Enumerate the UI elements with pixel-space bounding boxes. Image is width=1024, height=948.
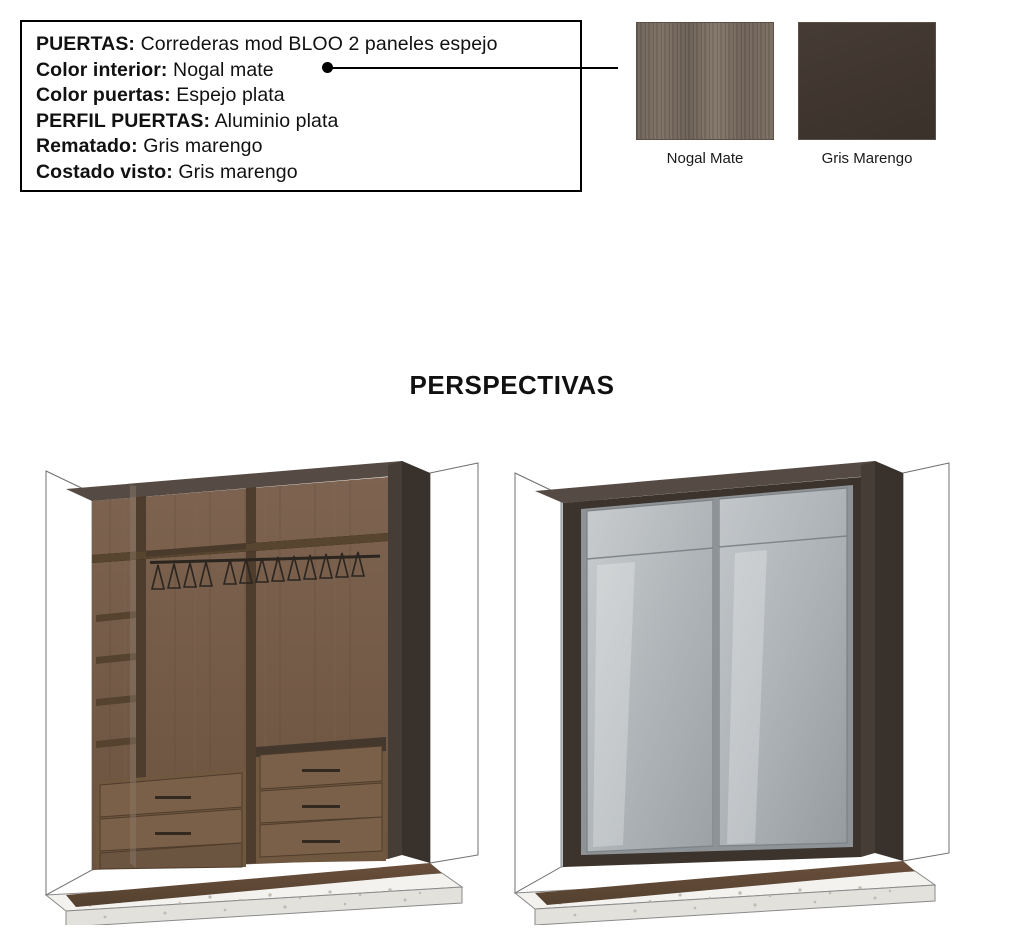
page-title: PERSPECTIVAS — [409, 370, 615, 400]
swatch-color-chip — [636, 22, 774, 140]
swatch-label: Nogal Mate — [666, 150, 744, 167]
spec-key: PERFIL PUERTAS: — [36, 109, 211, 132]
spec-key: PUERTAS: — [36, 33, 136, 55]
swatch-color-chip — [798, 22, 936, 140]
spec-line — [36, 58, 580, 84]
spec-line — [36, 160, 580, 186]
leader-line — [330, 67, 618, 69]
spec-value: Nogal mate — [173, 58, 274, 81]
spec-key: Color interior: — [36, 58, 168, 81]
swatch-gris-marengo — [798, 22, 936, 167]
spec-value: Correderas mod BLOO 2 paneles espejo — [140, 33, 498, 55]
render-wardrobe-open — [30, 455, 490, 925]
spec-key: Color puertas: — [36, 84, 171, 106]
spec-key: Rematado: — [36, 135, 138, 157]
swatch-nogal-mate — [636, 22, 774, 167]
specification-box — [20, 20, 582, 192]
spec-value: Espejo plata — [176, 84, 285, 106]
render-wardrobe-closed — [505, 455, 975, 925]
spec-value: Gris marengo — [178, 160, 298, 183]
spec-value: Gris marengo — [143, 135, 263, 157]
spec-line — [36, 134, 580, 160]
spec-line — [36, 32, 580, 58]
spec-line — [36, 109, 580, 135]
spec-line — [36, 83, 580, 109]
spec-value: Aluminio plata — [214, 109, 339, 132]
swatch-label: Gris Marengo — [821, 150, 913, 167]
spec-key: Costado visto: — [36, 160, 173, 183]
